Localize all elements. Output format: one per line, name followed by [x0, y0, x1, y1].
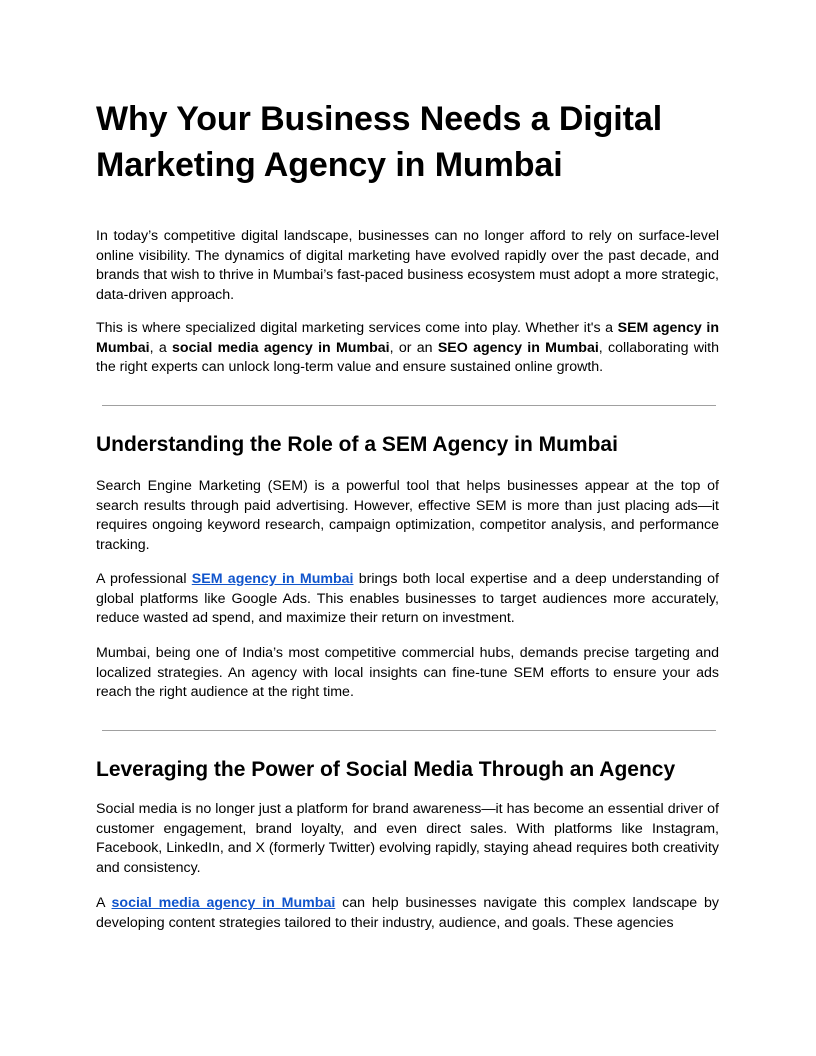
social-media-agency-bold: social media agency in Mumbai — [172, 339, 390, 356]
section-2-p2-text-2: can help businesses navigate this complex landscape by developing content strategies tailored to their industry, audience, and goals. These agencies — [96, 895, 720, 931]
section-1-paragraph-2 — [96, 570, 719, 629]
page-title: Why Your Business Needs a Digital Marketing Agency in Mumbai — [96, 100, 663, 184]
section-divider-2 — [102, 730, 716, 731]
section-divider-1 — [102, 405, 716, 406]
section-2-paragraph-2 — [96, 894, 719, 933]
intro-paragraph-2 — [96, 319, 719, 378]
section-1-p2-text-2: brings both local expertise and a deep understanding of global platforms like Google Ads. This enables businesses to target audiences more accurately, reduce wasted ad spend, and maximize their return on investment. — [96, 571, 719, 626]
sem-agency-link[interactable]: SEM agency in Mumbai — [191, 571, 354, 587]
section-1-paragraph-1: Search Engine Marketing (SEM) is a powerful tool that helps businesses appear at the top of search results through paid advertising. However, effective SEM is more than just placing ads—it requires ongoing keyword research, campaign optimization, competitor analysis, and performance tracking. — [96, 478, 719, 553]
intro-p2-text-1: This is where specialized digital marketing services come into play. Whether it's a — [96, 320, 618, 336]
sem-agency-bold: SEM agency in Mumbai — [96, 320, 719, 356]
intro-paragraph-1: In today’s competitive digital landscape, businesses can no longer afford to rely on surface-level online visibility. The dynamics of digital marketing have evolved rapidly over the past decade, and brands that wish to thrive in Mumbai’s fast-paced business ecosystem must adopt a more strategic, data-driven approach. — [96, 228, 719, 303]
section-1-p2-text-1: A professional — [96, 571, 192, 587]
section-2-p2-text-1: A — [96, 895, 112, 911]
intro-p2-text-4: , collaborating with the right experts can unlock long-term value and ensure sustained online growth. — [96, 339, 719, 375]
seo-agency-bold: SEO agency in Mumbai — [437, 339, 599, 356]
section-2-heading: Leveraging the Power of Social Media Through an Agency — [96, 758, 676, 781]
section-1-paragraph-3: Mumbai, being one of India’s most competitive commercial hubs, demands precise targeting and localized strategies. An agency with local insights can fine-tune SEM efforts to ensure your ads reach the right audience at the right time. — [96, 645, 719, 700]
section-2-paragraph-1: Social media is no longer just a platform for brand awareness—it has become an essential driver of customer engagement, brand loyalty, and even direct sales. With platforms like Instagram, Facebook, LinkedIn, and X (formerly Twitter) evolving rapidly, staying ahead requires both creativity and consistency. — [96, 801, 719, 876]
social-media-agency-link[interactable]: social media agency in Mumbai — [111, 895, 336, 911]
section-1-heading: Understanding the Role of a SEM Agency in Mumbai — [96, 433, 618, 456]
intro-p2-text-2: , a — [149, 339, 173, 356]
intro-p2-text-3: , or an — [389, 339, 438, 356]
